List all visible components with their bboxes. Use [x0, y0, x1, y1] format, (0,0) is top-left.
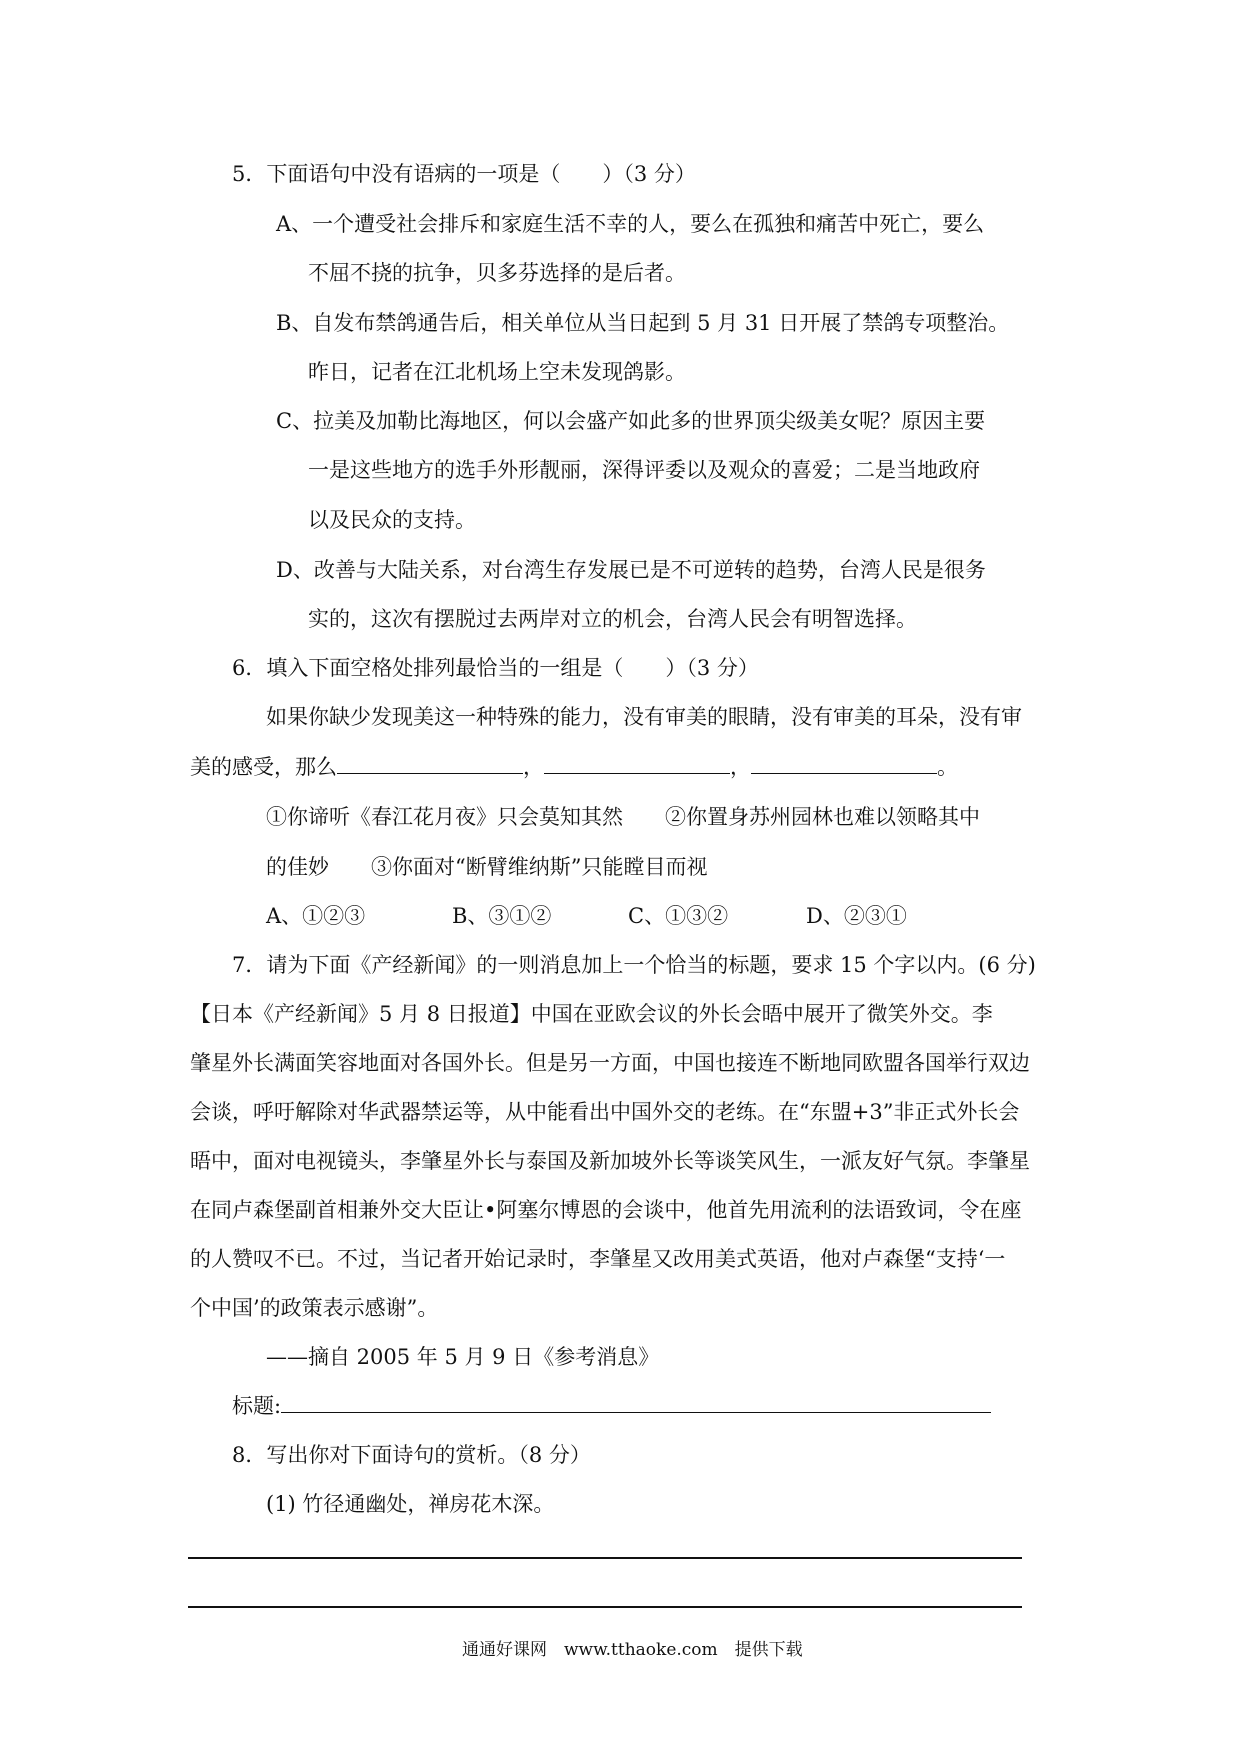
- q5-option-a-line1: A、一个遭受社会排斥和家庭生活不幸的人，要么在孤独和痛苦中死亡，要么: [276, 212, 985, 236]
- answer-line-1[interactable]: [188, 1557, 1022, 1559]
- answer-blank-2[interactable]: [544, 753, 730, 774]
- q6-option-c: C、①③②: [628, 904, 729, 928]
- q5-option-d-line2: 实的，这次有摆脱过去两岸对立的机会，台湾人民会有明智选择。: [308, 607, 917, 631]
- q8-poem-item1: (1) 竹径通幽处，禅房花木深。: [266, 1492, 555, 1516]
- answer-line-2[interactable]: [188, 1606, 1022, 1608]
- q6-option-b: B、③①②: [452, 904, 552, 928]
- blank-separator: ，: [523, 755, 544, 779]
- q7-news-line3: 会谈，呼吁解除对华武器禁运等，从中能看出中国外交的老练。在“东盟+3”非正式外长会: [190, 1100, 1020, 1124]
- q5-option-b-line2: 昨日，记者在江北机场上空未发现鸽影。: [308, 360, 686, 384]
- q7-news-line5: 在同卢森堡副首相兼外交大臣让•阿塞尔博恩的会谈中，他首先用流利的法语致词，令在座: [190, 1198, 1022, 1222]
- q6-stem: 6．填入下面空格处排列最恰当的一组是（ ）（3 分）: [232, 656, 759, 680]
- q7-news-line7: 个中国’的政策表示感谢”。: [190, 1296, 439, 1320]
- q6-option-d: D、②③①: [806, 904, 907, 928]
- q7-news-line2: 肇星外长满面笑容地面对各国外长。但是另一方面，中国也接连不断地同欧盟各国举行双边: [190, 1051, 1030, 1075]
- q5-option-c-line1: C、拉美及加勒比海地区，何以会盛产如此多的世界顶尖级美女呢？原因主要: [276, 409, 986, 433]
- title-answer-line[interactable]: [281, 1392, 991, 1413]
- blank-separator: ，: [730, 755, 751, 779]
- answer-blank-3[interactable]: [751, 753, 937, 774]
- sentence-end: 。: [937, 755, 958, 779]
- q6-passage-line1: 如果你缺少发现美这一种特殊的能力，没有审美的眼睛，没有审美的耳朵，没有审: [266, 705, 1022, 729]
- answer-blank-1[interactable]: [337, 753, 523, 774]
- q6-option-a: A、①②③: [266, 904, 366, 928]
- q7-stem: 7．请为下面《产经新闻》的一则消息加上一个恰当的标题，要求 15 个字以内。(6 分): [232, 953, 1036, 977]
- q5-option-c-line2: 一是这些地方的选手外形靓丽，深得评委以及观众的喜爱；二是当地政府: [308, 458, 980, 482]
- title-label: 标题:: [232, 1394, 282, 1418]
- q7-news-line1: 【日本《产经新闻》5 月 8 日报道】中国在亚欧会议的外长会晤中展开了微笑外交。李: [190, 1002, 993, 1026]
- q6-items-line2: 的佳妙 ③你面对“断臂维纳斯”只能瞠目而视: [266, 855, 708, 879]
- q5-option-b-line1: B、自发布禁鸽通告后，相关单位从当日起到 5 月 31 日开展了禁鸽专项整治。: [276, 311, 1010, 335]
- q7-news-line6: 的人赞叹不已。不过，当记者开始记录时，李肇星又改用美式英语，他对卢森堡“支持‘一: [190, 1247, 1006, 1271]
- q6-passage-line2: [190, 753, 958, 781]
- q7-title-row: [232, 1392, 991, 1420]
- q5-option-c-line3: 以及民众的支持。: [308, 508, 476, 532]
- q5-option-d-line1: D、改善与大陆关系，对台湾生存发展已是不可逆转的趋势，台湾人民是很务: [276, 558, 986, 582]
- q7-source: ——摘自 2005 年 5 月 9 日《参考消息》: [266, 1345, 660, 1369]
- q8-stem: 8．写出你对下面诗句的赏析。（8 分）: [232, 1443, 591, 1467]
- q7-news-line4: 晤中，面对电视镜头，李肇星外长与泰国及新加坡外长等谈笑风生，一派友好气氛。李肇星: [190, 1149, 1030, 1173]
- q6-passage-lead: 美的感受，那么: [190, 755, 337, 779]
- q6-items-line1: ①你谛听《春江花月夜》只会莫知其然 ②你置身苏州园林也难以领略其中: [266, 805, 980, 829]
- q5-stem: 5．下面语句中没有语病的一项是（ ）（3 分）: [232, 162, 696, 186]
- q5-option-a-line2: 不屈不挠的抗争，贝多芬选择的是后者。: [308, 261, 686, 285]
- page-footer: 通通好课网 www.tthaoke.com 提供下载: [462, 1640, 803, 1660]
